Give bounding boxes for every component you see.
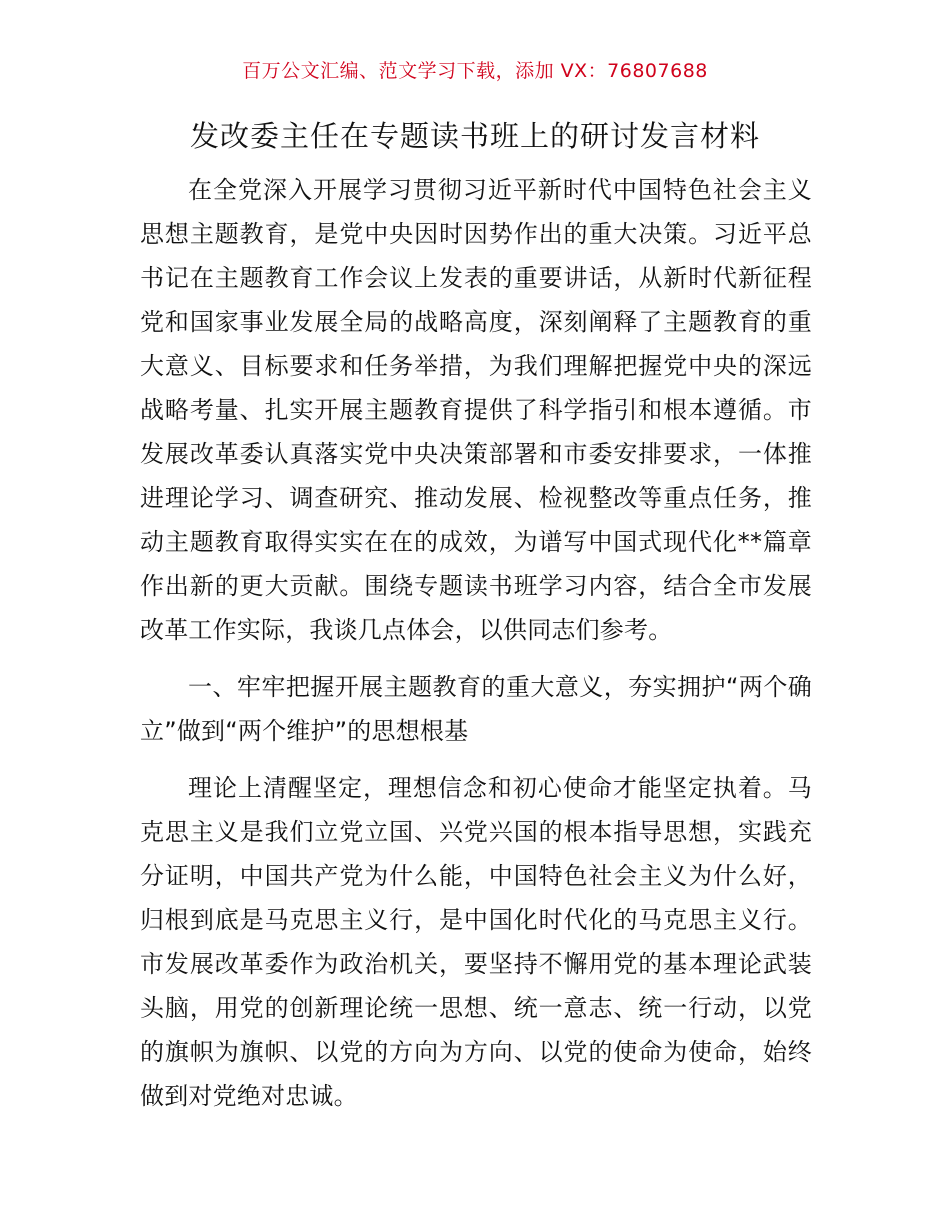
section-heading-1: 一、牢牢把握开展主题教育的重大意义，夯实拥护“两个确立”做到“两个维护”的思想根基 bbox=[140, 673, 812, 745]
document-body bbox=[140, 168, 812, 1131]
document-title: 发改委主任在专题读书班上的研讨发言材料 bbox=[189, 119, 760, 153]
paragraph-intro: 在全党深入开展学习贯彻习近平新时代中国特色社会主义思想主题教育，是党中央因时因势作出的重大决策。习近平总书记在主题教育工作会议上发表的重要讲话，从新时代新征程党和国家事业发展全局的战略高度，深刻阐释了主题教育的重大意义、目标要求和任务举措，为我们理解把握党中央的深远战略考量、扎实开展主题教育提供了科学指引和根本遵循。市发展改革委认真落实党中央决策部署和市委安排要求，一体推进理论学习、调查研究、推动发展、检视整改等重点任务，推动主题教育取得实实在在的成效，为谱写中国式现代化**篇章作出新的更大贡献。围绕专题读书班学习内容，结合全市发展改革工作实际，我谈几点体会，以供同志们参考。 bbox=[140, 176, 812, 644]
header-watermark: 百万公文汇编、范文学习下载，添加 VX：76807688 bbox=[242, 60, 708, 82]
paragraph-section-1: 理论上清醒坚定，理想信念和初心使命才能坚定执着。马克思主义是我们立党立国、兴党兴国的根本指导思想，实践充分证明，中国共产党为什么能，中国特色社会主义为什么好，归根到底是马克思主义行，是中国化时代化的马克思主义行。市发展改革委作为政治机关，要坚持不懈用党的基本理论武装头脑，用党的创新理论统一思想、统一意志、统一行动，以党的旗帜为旗帜、以党的方向为方向、以党的使命为使命，始终做到对党绝对忠诚。 bbox=[140, 774, 812, 1110]
